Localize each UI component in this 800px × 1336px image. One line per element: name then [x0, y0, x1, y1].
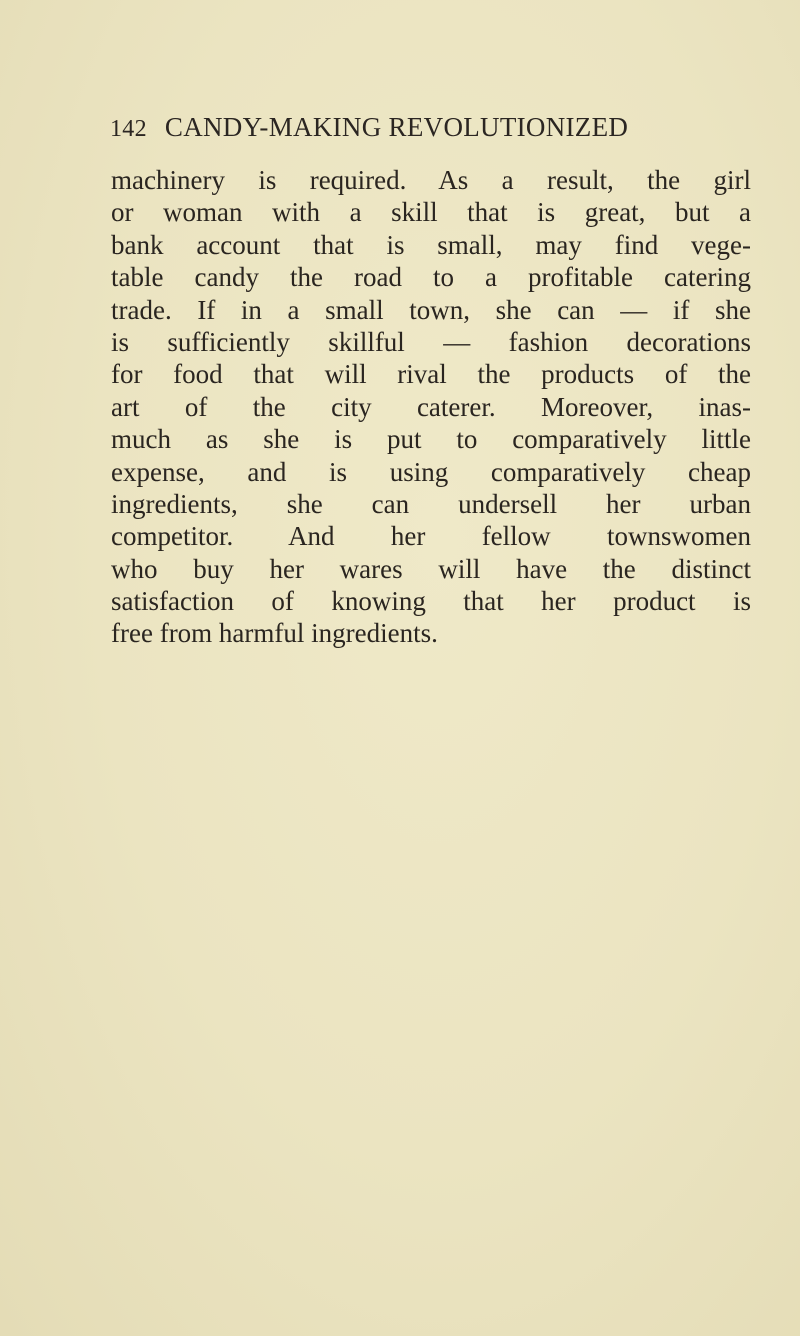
text-line: who buy her wares will have the distinct: [111, 553, 751, 584]
text-line: free from harmful ingredients.: [111, 618, 438, 649]
text-line: table candy the road to a profitable catering: [111, 262, 751, 293]
text-line: is sufficiently skillful — fashion decorations: [111, 326, 751, 357]
text-line: machinery is required. As a result, the girl: [111, 165, 751, 195]
running-header: [110, 112, 740, 143]
text-line: or woman with a skill that is great, but a: [111, 197, 751, 228]
text-line: much as she is put to comparatively little: [111, 424, 751, 455]
text-line: bank account that is small, may find vege-: [111, 229, 751, 260]
running-title: CANDY-MAKING REVOLUTIONIZED: [164, 112, 629, 142]
text-line: satisfaction of knowing that her product is: [111, 586, 751, 617]
body-paragraph: [111, 164, 751, 650]
text-line: trade. If in a small town, she can — if she: [111, 294, 751, 325]
text-line: expense, and is using comparatively cheap: [111, 456, 751, 487]
text-line: ingredients, she can undersell her urban: [111, 488, 751, 519]
text-line: art of the city caterer. Moreover, inas-: [111, 391, 751, 422]
text-line: for food that will rival the products of the: [111, 359, 751, 390]
text-line: competitor. And her fellow townswomen: [111, 521, 751, 552]
page-number: 142: [110, 116, 147, 142]
